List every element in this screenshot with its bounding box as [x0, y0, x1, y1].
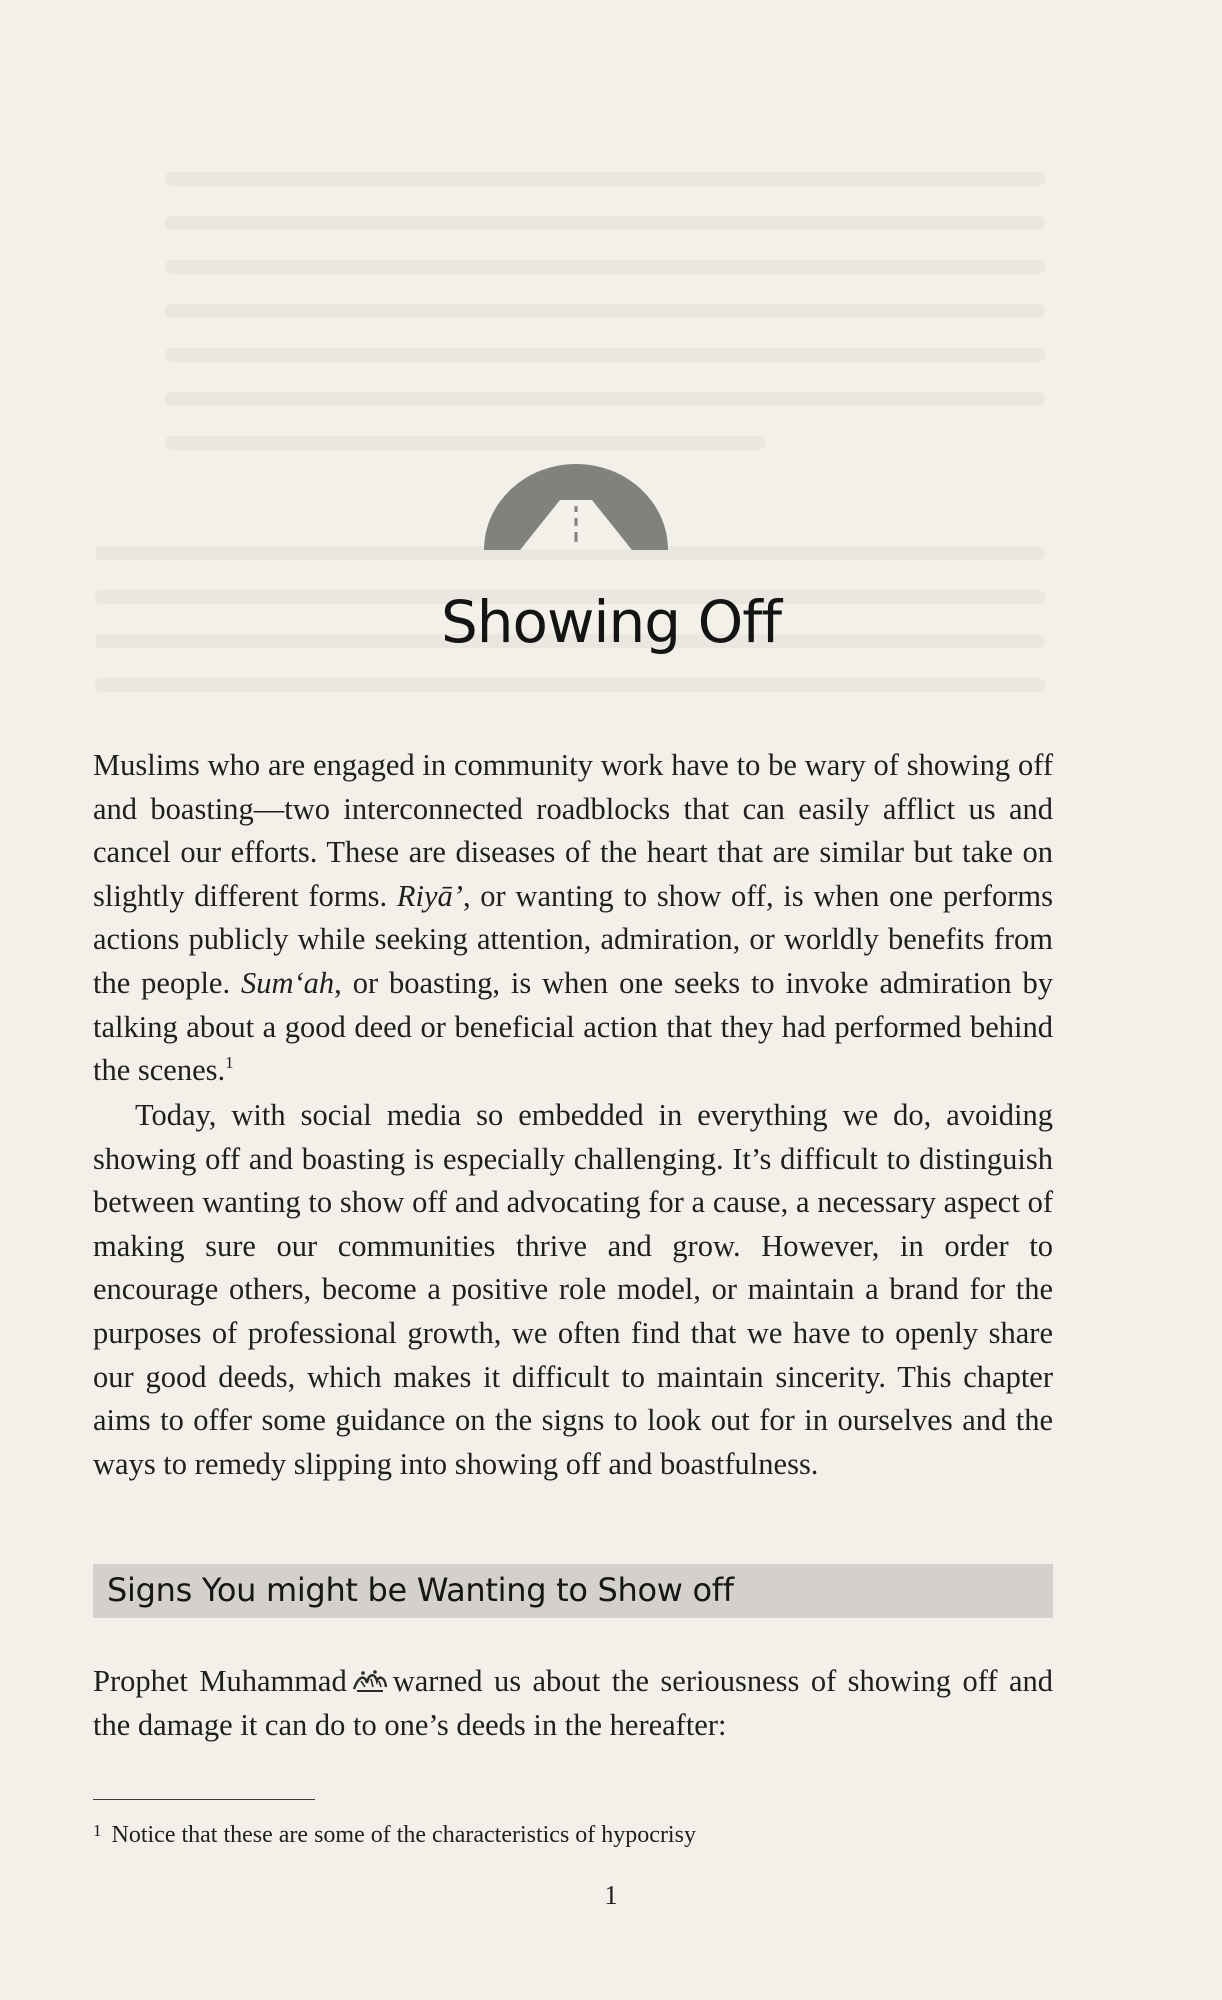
page-number: 1 — [604, 1880, 618, 1910]
section-heading: Signs You might be Wanting to Show off — [107, 1571, 734, 1609]
prophet-text-after: warned us about the seriousness of showing off and the damage it can do to one’s deeds in the hereafter: — [93, 1664, 1053, 1742]
intro-text-part1: Muslims who are engaged in community work have to be wary of showing off and boasting—two interconnected roadblocks that can easily afflict us and cancel our efforts. These are diseases of the heart that are similar but take on slightly different forms. — [93, 748, 1053, 913]
prophet-text-before: Prophet Muhammad — [93, 1664, 347, 1698]
section-heading-bar — [93, 1564, 1053, 1618]
footnote-text: Notice that these are some of the characteristics of hypocrisy — [111, 1822, 696, 1848]
intro-paragraph — [93, 744, 1053, 1093]
intro-text-part2: , or wanting to show off, is when one performs actions publicly while seeking attention, admiration, or worldly benefits from the people. — [93, 878, 1053, 1000]
footnote-divider — [93, 1799, 315, 1800]
road-arch-icon — [480, 462, 672, 552]
prophet-warning-paragraph — [93, 1660, 1053, 1747]
social-media-paragraph: Today, with social media so embedded in everything we do, avoiding showing off and boasting is especially challenging. It’s difficult to distinguish between wanting to show off and advocating for a cause, a necessary aspect of making sure our communities thrive and grow. However, in order to encourage others, become a positive role model, or maintain a brand for the purposes of professional growth, we often find that we have to openly share our good deeds, which makes it difficult to maintain sincerity. This chapter aims to offer some guidance on the signs to look out for in ourselves and the ways to remedy slipping into showing off and boastfulness. — [93, 1098, 1053, 1481]
footnote — [93, 1821, 696, 1849]
chapter-title: Showing Off — [440, 588, 782, 656]
term-riya: Riyā’ — [396, 878, 463, 913]
footnote-reference[interactable]: 1 — [225, 1053, 234, 1073]
intro-text-part3: , or boasting, is when one seeks to invoke admiration by talking about a good deed or beneficial action that they had performed behind the scenes. — [93, 965, 1053, 1088]
term-sumah: Sum‘ah — [240, 965, 335, 1000]
pbuh-calligraphy-icon — [351, 1669, 389, 1695]
footnote-number: 1 — [93, 1821, 102, 1840]
